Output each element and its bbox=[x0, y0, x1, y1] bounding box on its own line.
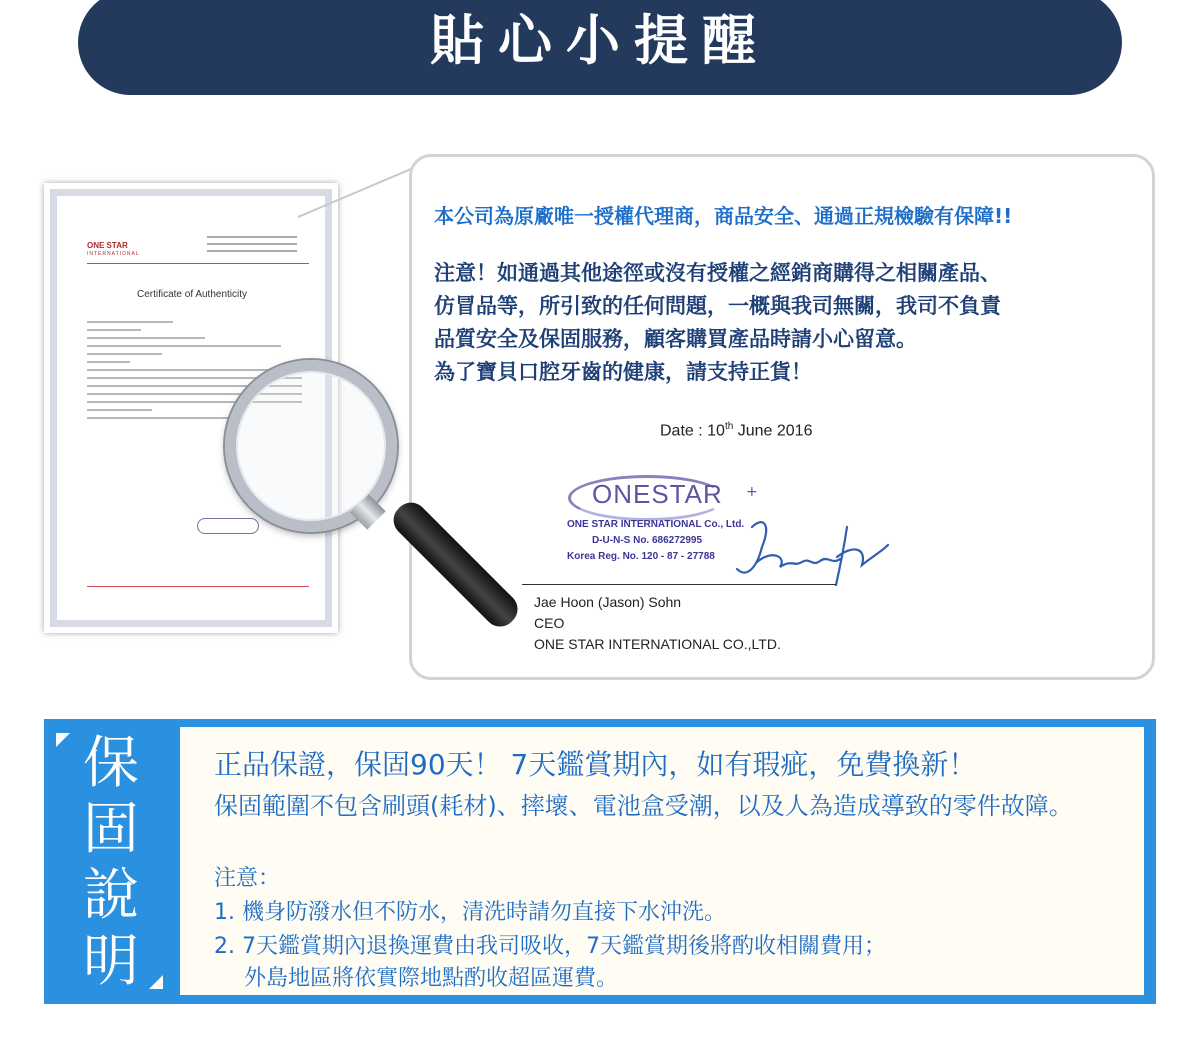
notice-headline: 本公司為原廠唯一授權代理商，商品安全、通過正規檢驗有保障!! bbox=[434, 204, 1013, 228]
certificate-divider bbox=[87, 263, 309, 264]
certificate-footer-line bbox=[87, 586, 309, 587]
certificate-address-lines bbox=[207, 236, 297, 257]
warranty-scope: 保固範圍不包含刷頭(耗材)、摔壞、電池盒受潮，以及人為造成導致的零件故障。 bbox=[214, 792, 1073, 820]
signature-line bbox=[522, 584, 836, 585]
certificate-title: Certificate of Authenticity bbox=[136, 289, 248, 300]
notice-line: 注意！如通過其他途徑或沒有授權之經銷商購得之相關產品、 bbox=[434, 261, 1001, 285]
warranty-main: 正品保證，保固90天！ 7天鑑賞期內，如有瑕疵，免費換新！ bbox=[214, 748, 977, 781]
banner-title: 貼心小提醒 bbox=[430, 9, 770, 72]
certificate-logo: ONE STAR bbox=[87, 241, 128, 250]
warranty-label-char: 明 bbox=[83, 929, 139, 994]
notice-line: 仿冒品等，所引致的任何問題，一概與我司無關，我司不負責 bbox=[434, 294, 1001, 318]
certificate-logo-sub: INTERNATIONAL bbox=[87, 251, 140, 257]
certificate-stamp bbox=[197, 518, 259, 534]
date-month-year: June 2016 bbox=[733, 422, 813, 440]
company-stamp-name: ONE STAR INTERNATIONAL Co., Ltd. bbox=[567, 519, 745, 530]
corner-mark-icon bbox=[56, 733, 70, 747]
warranty-note-title: 注意： bbox=[214, 866, 281, 891]
signer-name: Jae Hoon (Jason) Sohn bbox=[534, 594, 682, 610]
corner-mark-icon bbox=[149, 975, 163, 989]
signer-company: ONE STAR INTERNATIONAL CO.,LTD. bbox=[534, 636, 781, 652]
warranty-panel bbox=[180, 727, 1144, 995]
company-stamp-reg: Korea Reg. No. 120 - 87 - 27788 bbox=[567, 551, 715, 562]
certificate-date bbox=[660, 421, 812, 440]
signer-block bbox=[534, 592, 781, 655]
date-prefix: Date : 10 bbox=[660, 422, 725, 440]
onestar-logo-text: ONESTAR bbox=[592, 479, 723, 509]
notice-line: 品質安全及保固服務，顧客購買產品時請小心留意。 bbox=[434, 327, 917, 351]
header-banner bbox=[78, 0, 1122, 95]
warranty-note-item: 1. 機身防潑水但不防水，清洗時請勿直接下水沖洗。 bbox=[214, 900, 726, 925]
warranty-label-char: 保 bbox=[83, 731, 139, 796]
authenticity-notice-box bbox=[409, 154, 1155, 680]
warranty-label-char: 固 bbox=[83, 797, 139, 862]
warranty-section bbox=[44, 719, 1156, 1004]
signer-role: CEO bbox=[534, 615, 565, 631]
warranty-note-item: 外島地區將依實際地點酌收超區運費。 bbox=[244, 966, 619, 991]
company-stamp-duns: D-U-N-S No. 686272995 bbox=[592, 535, 703, 546]
warranty-note-item: 2. 7天鑑賞期內退換運費由我司吸收，7天鑑賞期後將酌收相關費用； bbox=[214, 934, 886, 959]
onestar-logo-star: + bbox=[746, 484, 758, 500]
warranty-label-char: 說 bbox=[83, 863, 139, 928]
notice-body bbox=[434, 257, 1154, 389]
warranty-label bbox=[44, 719, 176, 1004]
notice-line: 為了寶貝口腔牙齒的健康，請支持正貨！ bbox=[434, 360, 812, 384]
date-suffix-ordinal: th bbox=[724, 421, 734, 432]
